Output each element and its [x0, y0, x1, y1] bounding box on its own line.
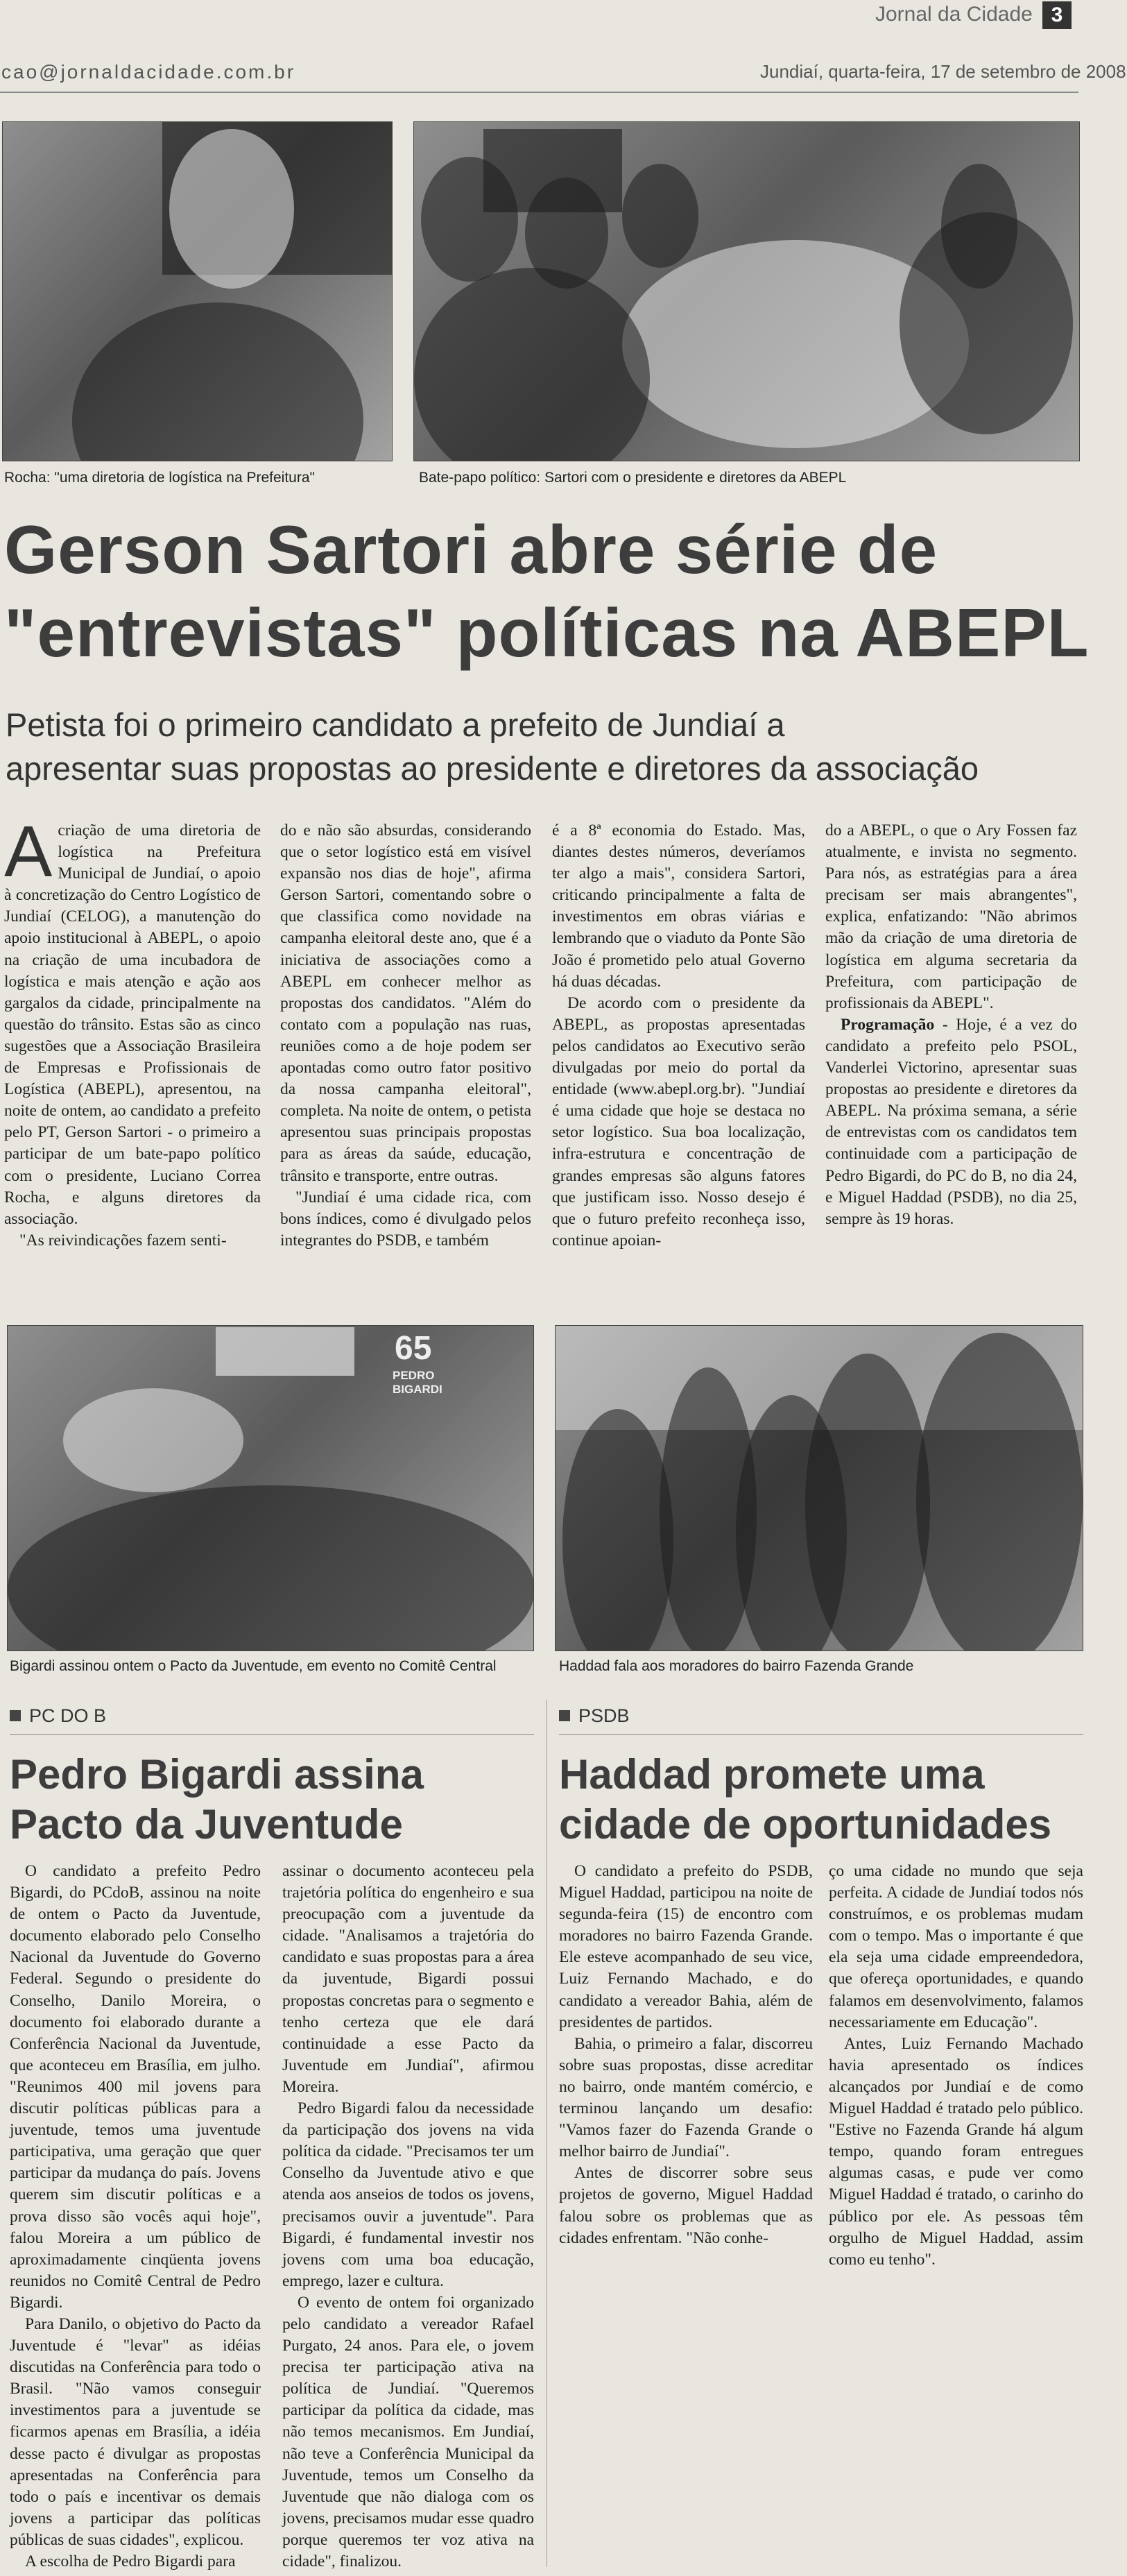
main-story-column-3: é a 8ª economia do Estado. Mas, diantes destes números, deveríamos ter algo a mais", considera Sartori, criticando principalmente a falta de investimentos em obras viárias e lembrando que o viaduto da Ponte São João é prometido pelo atual Governo há duas décadas. De acordo com o presidente da ABEPL, as propostas apresentadas pelos candidatos ao Executivo serão divulgadas por meio do portal da entidade (www.abepl.org.br). "Jundiaí é uma cidade que hoje se destaca no setor logístico. Sua boa localização, infra-estrutura e concentração de grandes empresas são alguns fatores que justificam isso. Nosso desejo é que o futuro prefeito reconheça isso, continue apoian-	[552, 821, 805, 1249]
photo-bate-papo	[413, 121, 1080, 461]
page-number-badge: 3	[1042, 1, 1072, 29]
section-rule-right	[559, 1734, 1083, 1735]
caption-bate-papo: Bate-papo político: Sartori com o presidente e diretores da ABEPL	[419, 470, 847, 486]
right-story-column-2: ço uma cidade no mundo que seja perfeita. A cidade de Jundiaí todos nós construímos, e os problemas mudam com o tempo. Mas o importante é que ela seja uma cidade empreendedora, que ofereça oportunidades, e quando falamos em desenvolvimento, falamos necessariamente em Educação". Antes, Luiz Fernando Machado havia apresentado os índices alcançados por Jundiaí e de como Miguel Haddad é tratado pelo público. "Estive no Fazenda Grande há algum tempo, quando foram entregues algumas casas, e pude ver como Miguel Haddad é tratado, o carinho do público por ele. As pessoas têm orgulho de Miguel Haddad, assim como eu tenho".	[829, 1862, 1083, 2269]
main-story-column-1: Acriação de uma diretoria de logística na Prefeitura Municipal de Jundiaí, o apoio à concretização do Centro Logístico de Jundiaí (CELOG), a manutenção do apoio institucional à ABEPL, o apoio na criação de uma incubadora de logística e mais atenção e ação aos gargalos da cidade, principalmente na questão do trânsito. Estas são as cinco sugestões que a Associação Brasileira de Empresas e Profissionais de Logística (ABEPL), apresentou, na noite de ontem, ao candidato a prefeito pelo PT, Gerson Sartori - o primeiro a participar de um bate-papo político com o presidente, Luciano Correa Rocha, e alguns diretores da associação. "As reivindicações fazem senti-	[4, 812, 261, 1249]
dropcap: A	[4, 812, 53, 892]
section-tag-psdb: PSDB	[559, 1705, 630, 1727]
dateline: Jundiaí, quarta-feira, 17 de setembro de 2008	[760, 61, 1126, 82]
right-story-column-1: O candidato a prefeito do PSDB, Miguel Haddad, participou na noite de segunda-feira (15) de encontro com moradores no bairro Fazenda Grande. Ele esteve acompanhado de seu vice, Luiz Fernando Machado, e do candidato a vereador Bahia, além de presidentes de partidos. Bahia, o primeiro a falar, discorreu sobre suas propostas, disse acreditar no bairro, onde mantém comércio, e terminou lançando um desafio: "Vamos fazer do Fazenda Grande o melhor bairro de Jundiaí". Antes de discorrer sobre seus projetos de governo, Miguel Haddad falou sobre os problemas que as cidades enfrentam. "Não conhe-	[559, 1862, 813, 2247]
section-tag-pcdob: PC DO B	[10, 1705, 106, 1727]
left-headline-line2: Pacto da Juventude	[10, 1801, 403, 1848]
programacao-label: Programação -	[841, 1015, 956, 1034]
main-story-column-2: do e não são absurdas, considerando que o setor logístico está em visível expansão nos dias de hoje", afirma Gerson Sartori, comentando sobre o que classifica como novidade na campanha eleitoral deste ano, que é a iniciativa de associações como a ABEPL em conhecer melhor as propostas dos candidatos. "Além do contato com a população nas ruas, reuniões como a de hoje podem ser apontadas como outro fator positivo da nossa campanha eleitoral", completa. Na noite de ontem, o petista apresentou suas principais propostas para as áreas da saúde, educação, trânsito e transporte, entre outras. "Jundiaí é uma cidade rica, com bons índices, como é divulgado pelos integrantes do PSDB, e também	[280, 821, 531, 1249]
caption-bigardi: Bigardi assinou ontem o Pacto da Juventude, em evento no Comitê Central	[10, 1658, 497, 1674]
header-email: cao@jornaldacidade.com.br	[1, 61, 296, 83]
left-story-column-1: O candidato a prefeito Pedro Bigardi, do PCdoB, assinou na noite de ontem o Pacto da Juventude, documento elaborado pelo Conselho Nacional da Juventude do Governo Federal. Segundo o presidente do Conselho, Danilo Moreira, o documento foi elaborado durante a Conferência Nacional da Juventude, que aconteceu em Brasília, em julho. "Reunimos 400 mil jovens para discutir políticas públicas para a juventude, temos uma juventude participativa, uma geração que quer participar da mudança do país. Jovens querem sim discutir políticas e a prova disso são vocês aqui hoje", falou Moreira a um público de aproximadamente cinqüenta jovens reunidos no Comitê Central de Pedro Bigardi. Para Danilo, o objetivo do Pacto da Juventude é "levar" as idéias discutidas na Conferência para todo o Brasil. "Não vamos conseguir investimentos para a juventude se ficarmos apenas em Brasília, a idéia desse pacto é divulgar as propostas apresentadas na Conferência para todo o país e incentivar os demais jovens a participar das políticas públicas de suas cidades", explicou. A escolha de Pedro Bigardi para	[10, 1862, 261, 2570]
section-rule-left	[10, 1734, 534, 1735]
photo-haddad-fazenda	[555, 1325, 1083, 1651]
main-subhead-line2: apresentar suas propostas ao presidente e diretores da associação	[6, 750, 979, 787]
main-headline-line1: Gerson Sartori abre série de	[4, 511, 938, 588]
masthead-name: Jornal da Cidade	[875, 3, 1033, 26]
main-subhead-line1: Petista foi o primeiro candidato a prefeito de Jundiaí a	[6, 706, 785, 743]
main-headline-line2: "entrevistas" políticas na ABEPL	[4, 595, 1090, 671]
banner-number: 65	[395, 1330, 432, 1367]
main-story-column-4: do a ABEPL, o que o Ary Fossen faz atualmente, e invista no segmento. Para nós, as estratégias para a área precisam ser mais abrangentes", explica, enfatizando: "Não abrimos mão da criação de uma diretoria de logística em alguma secretaria da Prefeitura, com participação de profissionais da ABEPL". Programação - Hoje, é a vez do candidato a prefeito pelo PSOL, Vanderlei Victorino, apresentar suas propostas ao presidente e diretores da ABEPL. Na próxima semana, a série de entrevistas com os candidatos tem continuidade com a participação de Pedro Bigardi, do PC do B, no dia 24, e Miguel Haddad (PSDB), no dia 25, sempre às 19 horas.	[825, 821, 1078, 1228]
header-rule	[0, 92, 1078, 93]
photo-rocha	[2, 121, 393, 461]
left-headline-line1: Pedro Bigardi assina	[10, 1751, 424, 1798]
banner-name: PEDRO BIGARDI	[393, 1369, 442, 1396]
right-headline-line1: Haddad promete uma	[559, 1751, 985, 1798]
photo-bigardi-event	[7, 1325, 534, 1651]
left-story-column-2: assinar o documento aconteceu pela trajetória política do engenheiro e sua preocupação com a juventude da cidade. "Analisamos a trajetória do candidato e suas propostas para a área da juventude, Bigardi possui propostas concretas para o segmento e tenho certeza que ele dará continuidade a esse Pacto da Juventude em Jundiaí", afirmou Moreira. Pedro Bigardi falou da necessidade da participação dos jovens na vida política da cidade. "Precisamos ter um Conselho da Juventude ativo e que atenda aos anseios de todos os jovens, precisamos ouvir a juventude". Para Bigardi, é fundamental investir nos jovens com uma boa educação, emprego, lazer e cultura. O evento de ontem foi organizado pelo candidato a vereador Rafael Purgato, 24 anos. Para ele, o jovem precisa ter participação ativa na política de Jundiaí. "Queremos participar da política da cidade, mas não temos mecanismos. Em Jundiaí, não teve a Conferência Municipal da Juventude, temos um Conselho da Juventude que não dialoga com os jovens, precisamos mudar esse quadro porque queremos ter voz ativa na cidade", finalizou.	[282, 1862, 534, 2570]
caption-rocha: Rocha: "uma diretoria de logística na Prefeitura"	[4, 470, 315, 486]
caption-haddad: Haddad fala aos moradores do bairro Fazenda Grande	[559, 1658, 914, 1674]
right-headline-line2: cidade de oportunidades	[559, 1801, 1052, 1848]
